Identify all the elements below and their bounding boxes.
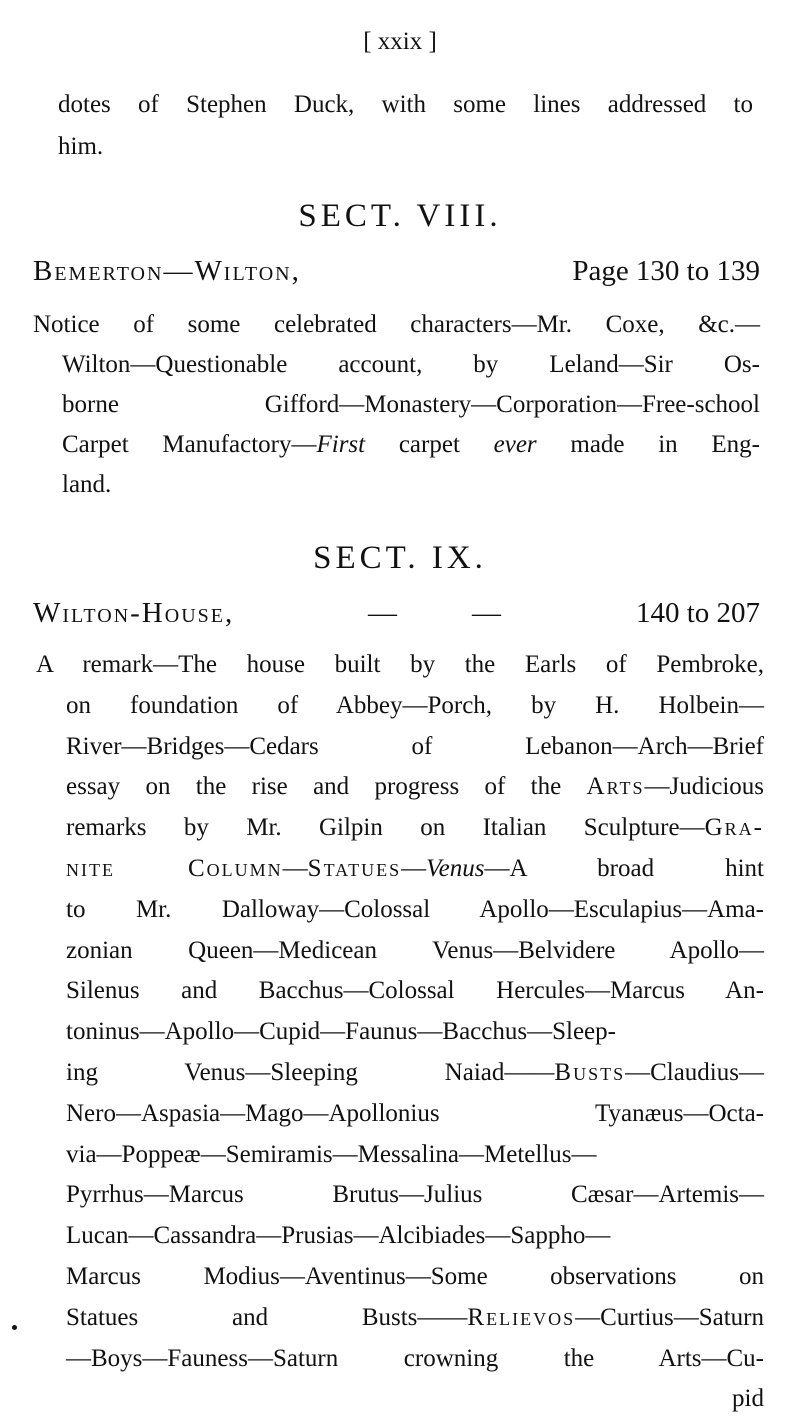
sect9-line-9-text: Silenus and Bacchus—Colossal Hercules—Marcus An- [66,977,764,1005]
sect9-line-1 [36,650,764,680]
sect9-line-12-text: Nero—Aspasia—Mago—Apollonius Tyanæus—Octa- [66,1099,764,1127]
sect8-line-2-text: Wilton—Questionable account, by Leland—Sir Os- [62,351,760,378]
intro-line-1-text: dotes of Stephen Duck, with some lines addressed to [58,91,753,118]
sect8-line-4-seg-2: First [316,431,366,458]
sect9-line-5-seg-2: Gra- [704,814,764,842]
sect8-line-3 [62,390,760,420]
sect9-line-1-text: A remark—The house built by the Earls of Pembroke, [36,651,764,678]
ink-speck [12,1325,17,1330]
sect9-line-6-seg-2: nite Column [66,855,283,882]
sect9-line-18 [66,1344,764,1374]
sect9-line-6-seg-6: Venus [426,855,485,882]
sect9-line-2-text: on foundation of Abbey—Porch, by H. Holbein— [66,691,764,719]
sect9-line-7 [66,895,764,925]
sect9-line-17-seg-3: —Curtius—Saturn [575,1303,764,1331]
sect9-line-18-text: —Boys—Fauness—Saturn crowning the Arts—Cu- [66,1344,764,1372]
sect9-line-17 [66,1303,764,1333]
sect8-line-1-text: Notice of some celebrated characters—Mr. Coxe, &c.— [33,311,760,338]
sect9-line-13 [66,1140,764,1170]
sect9-line-5-text [66,813,764,843]
section-viii-place: Bemerton—Wilton, [33,255,301,287]
section-ix-title: SECT. IX. [313,540,487,576]
sect9-line-10 [66,1017,764,1047]
sect9-line-15-text: Lucan—Cassandra—Prusias—Alcibiades—Sappho— [66,1222,611,1250]
sect8-line-2 [62,350,760,380]
sect9-line-4-seg-1: essay on the rise and progress of the [66,773,587,801]
sect9-line-5 [66,813,764,843]
sect9-line-5-seg-1: remarks by Mr. Gilpin on Italian Sculpture— [66,814,705,842]
section-ix-dash-1: — [368,597,397,629]
sect9-line-6-seg-3: — [282,855,308,882]
sect9-line-7-text: to Mr. Dalloway—Colossal Apollo—Esculapius—Ama- [66,895,764,923]
sect8-line-4-text [62,430,760,460]
sect8-line-4-seg-4: ever [493,431,537,458]
sect9-line-4-seg-3: —Judicious [644,773,764,801]
sect9-line-9 [66,976,764,1006]
intro-line-1 [58,90,753,120]
sect9-line-19-text: pid [732,1385,764,1413]
sect9-line-3-text: River—Bridges—Cedars of Lebanon—Arch—Brief [66,732,764,760]
sect9-line-6-seg-5: — [401,855,427,882]
sect8-line-3-text: borne Gifford—Monastery—Corporation—Free-school [62,391,760,418]
section-viii-title: SECT. VIII. [298,198,502,234]
sect9-line-14 [66,1180,764,1210]
sect9-line-15 [66,1221,764,1251]
section-ix-place: Wilton-House, [33,597,235,629]
sect9-line-4-seg-2: Arts [586,773,645,801]
sect9-line-6-seg-4: Statues [307,855,402,882]
sect9-line-16 [66,1262,764,1292]
sect9-line-3 [66,732,764,762]
sect9-line-10-text: toninus—Apollo—Cupid—Faunus—Bacchus—Sleep- [66,1018,616,1046]
sect9-line-19 [732,1384,764,1414]
sect9-line-17-text [66,1303,764,1333]
sect8-line-4 [62,430,760,460]
sect9-line-6-seg-7: —A broad hint [484,855,764,882]
sect9-line-11-seg-1: ing Venus—Sleeping Naiad—— [66,1059,555,1086]
page-number-header: [ xxix ] [363,28,437,55]
intro-line-2: him. [58,133,104,160]
sect9-line-4 [66,772,764,802]
sect8-line-4-seg-3: carpet [365,431,494,458]
sect9-line-17-seg-1: Statues and Busts—— [66,1303,468,1331]
sect8-line-4-seg-1: Carpet Manufactory— [62,431,317,458]
sect9-line-6-text [66,854,764,884]
section-viii-pages: Page 130 to 139 [572,255,760,287]
sect8-line-5 [62,470,111,500]
sect9-line-8 [66,936,764,966]
section-ix-dash-2: — [472,597,501,629]
sect9-line-11-seg-3: —Claudius— [625,1059,764,1086]
sect8-line-5-text: land. [62,471,112,498]
sect9-line-11-seg-2: Busts [554,1059,626,1086]
sect8-line-1 [33,310,760,340]
sect9-line-16-text: Marcus Modius—Aventinus—Some observations on [66,1263,764,1290]
sect9-line-12 [66,1099,764,1129]
sect9-line-4-text [66,772,764,802]
section-ix-pages: 140 to 207 [635,597,760,629]
sect9-line-11-text [66,1058,764,1088]
sect9-line-17-seg-2: Relievos [467,1303,576,1331]
sect9-line-14-text: Pyrrhus—Marcus Brutus—Julius Cæsar—Artemis— [66,1181,764,1209]
sect9-line-6 [66,854,764,884]
sect9-line-8-text: zonian Queen—Medicean Venus—Belvidere Apollo— [66,936,764,964]
sect9-line-13-text: via—Poppeæ—Semiramis—Messalina—Metellus— [66,1140,597,1168]
sect9-line-2 [66,691,764,721]
sect8-line-4-seg-5: made in Eng- [536,431,761,458]
sect9-line-11 [66,1058,764,1088]
